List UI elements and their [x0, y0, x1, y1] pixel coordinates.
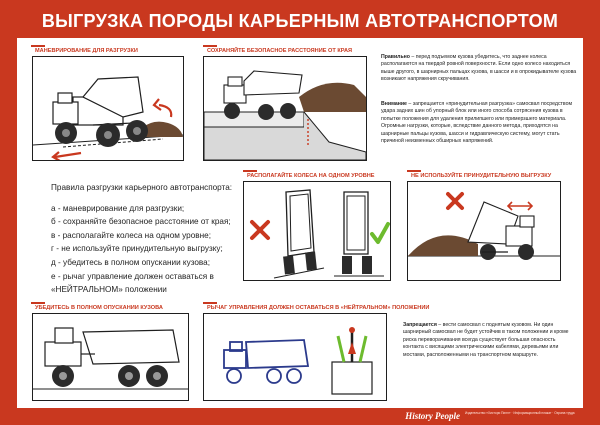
red-cross-icon	[252, 222, 268, 238]
dump-truck-icon	[468, 202, 534, 246]
note-warning-text: – запрещается «принудительная разгрузка» самосвал посредством удара задних шин об упорный блок или иного способа сотрясения кузова в попытке положения для удаления прилипшего или примерзшего материала. Огромные нагрузки, которые, вследствие данного метода, приходятся на шарнирные пальцы кузова, шасси и гидравлическую систему, могут стать причиной неизменных обширных напряжений.	[381, 101, 573, 145]
rock-pile-icon	[299, 83, 366, 112]
list-item: а - маневрирование для разгрузки;	[51, 203, 185, 213]
list-item: е - рычаг управление должен оставаться в «НЕЙТРАЛЬНОМ» положении	[51, 271, 214, 295]
red-cross-icon	[448, 194, 462, 208]
dump-truck-icon	[45, 328, 179, 366]
list-item: д - убедитесь в полном опускании кузова;	[51, 257, 211, 267]
footer	[0, 410, 600, 425]
red-arrow-icon	[508, 202, 532, 210]
note-correct	[381, 54, 577, 84]
illustration-no-forced	[407, 181, 561, 281]
dump-truck-icon	[53, 77, 143, 125]
rules-heading: Правила разгрузки карьерного автотранспорта:	[51, 183, 233, 192]
caption-body-lowered: УБЕДИТЕСЬ В ПОЛНОМ ОПУСКАНИИ КУЗОВА	[35, 305, 163, 311]
list-item: в - располагайте колеса на одном уровне;	[51, 230, 211, 240]
rules-list	[51, 181, 251, 297]
illustration-body-lowered	[32, 313, 189, 401]
footer-fine-print: Издательство «Хистори Пипл» · Информационный плакат · Охрана труда	[465, 411, 575, 415]
caption-marker	[203, 45, 217, 47]
note-forbidden-text: – вести самосвал с поднятым кузовом. Ни один шарнирный самосвал не будет устойчив в таком положении и кроме риска переворачивания всегда существует большая опасность контакта с висящими электрическими кабелями, деревьями или мостами, расположенными на транспортном маршруте.	[403, 322, 569, 358]
green-check-icon	[372, 224, 388, 242]
page-title: ВЫГРУЗКА ПОРОДЫ КАРЬЕРНЫМ АВТОТРАНСПОРТОМ	[41, 11, 559, 31]
publisher-logo: History People	[405, 411, 460, 421]
note-forbidden-label: Запрещается	[403, 322, 437, 328]
note-forbidden	[403, 322, 577, 359]
caption-marker	[31, 302, 45, 304]
illustration-safe-distance	[203, 56, 367, 161]
note-correct-text: – перед подъемом кузова убедитесь, что заднее колеса располагаются на твердой ровной поверхности. Если одно колесо находиться выше другого, в шарнирных пальцах кузова, в шасси и в опрокидывателе кузова возникают напряжения скручивания.	[381, 54, 577, 83]
poster-sheet	[17, 38, 583, 408]
note-warning	[381, 101, 577, 145]
illustration-neutral-lever	[203, 313, 387, 401]
truck-outline-icon	[224, 340, 308, 383]
caption-marker	[243, 170, 257, 172]
caption-neutral-lever: РЫЧАГ УПРАВЛЕНИЯ ДОЛЖЕН ОСТАВАТЬСЯ В «НЕЙТРАЛЬНОМ» ПОЛОЖЕНИИ	[207, 305, 430, 311]
list-item: г - не используйте принудительную выгрузку;	[51, 244, 223, 254]
list-item: б - сохраняйте безопасное расстояние от края;	[51, 217, 231, 227]
caption-no-forced: НЕ ИСПОЛЬЗУЙТЕ ПРИНУДИТЕЛЬНУЮ ВЫГРУЗКУ	[411, 173, 552, 179]
illustration-maneuver	[32, 56, 184, 161]
caption-maneuver: МАНЕВРИРОВАНИЕ ДЛЯ РАЗГРУЗКИ	[35, 48, 138, 54]
dump-truck-icon	[224, 71, 302, 103]
control-lever-icon	[332, 327, 372, 394]
caption-marker	[407, 170, 421, 172]
note-correct-label: Правильно	[381, 54, 410, 60]
caption-marker	[203, 302, 217, 304]
caption-level-wheels: РАСПОЛАГАЙТЕ КОЛЕСА НА ОДНОМ УРОВНЕ	[247, 173, 375, 179]
caption-marker	[31, 45, 45, 47]
note-warning-label: Внимание	[381, 101, 407, 107]
caption-safe-distance: СОХРАНЯЙТЕ БЕЗОПАСНОЕ РАССТОЯНИЕ ОТ КРАЯ	[207, 48, 353, 54]
illustration-level-wheels	[243, 181, 391, 281]
rock-pile-icon	[408, 235, 478, 256]
